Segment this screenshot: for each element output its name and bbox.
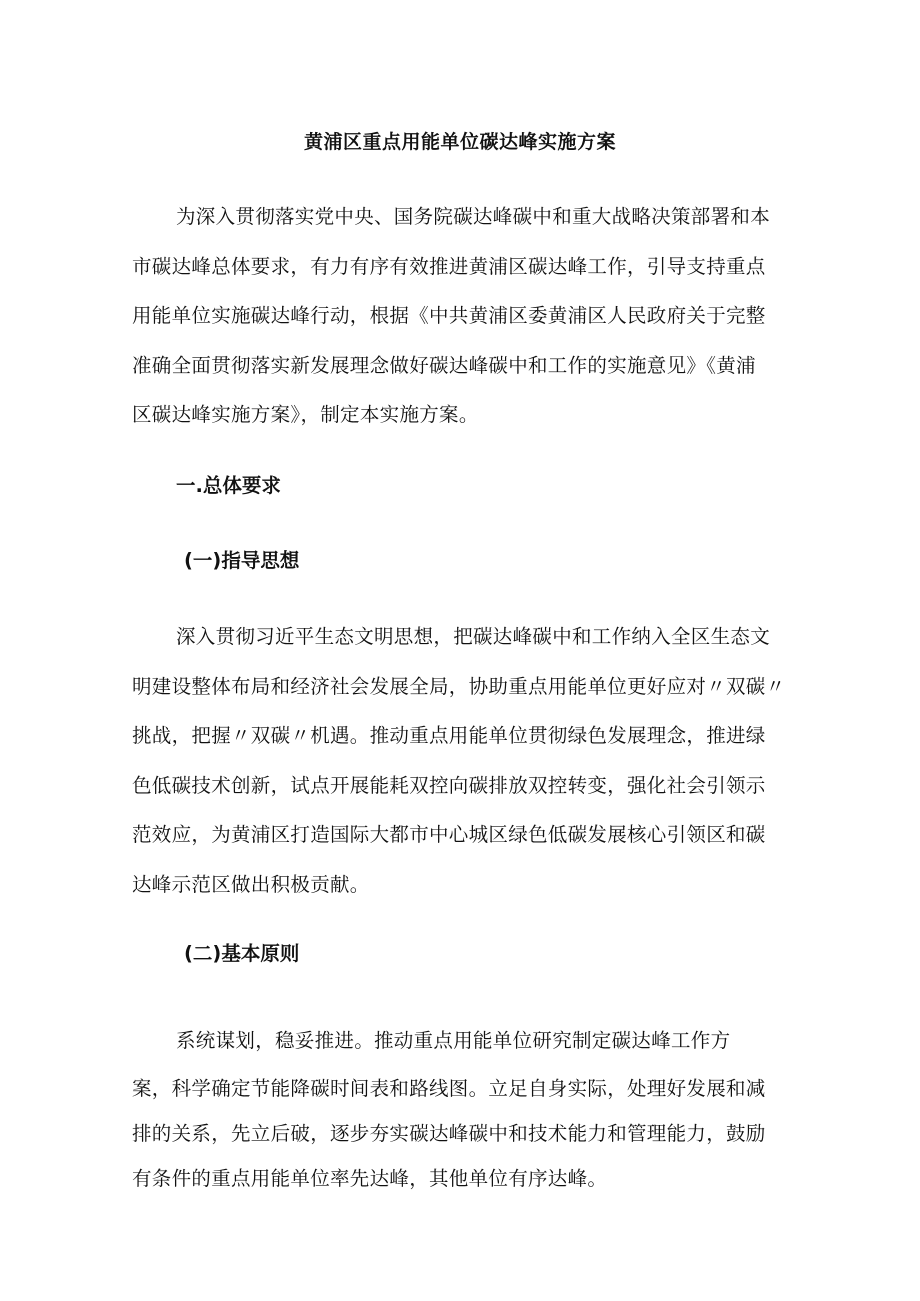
principles-first-line (132, 1016, 792, 1066)
paragraph-line: 系统谋划，稳妥推进。推动重点用能单位研究制定碳达峰工作方 (176, 1029, 731, 1052)
paragraph-line: 准确全面贯彻落实新发展理念做好碳达峰碳中和工作的实施意见》《黄浦 (132, 353, 756, 377)
paragraph-line: 色低碳技术创新，试点开展能耗双控向碳排放双控转变，强化社会引领示 (132, 773, 766, 797)
paragraph-line: 达峰示范区做出积极贡献。 (132, 872, 370, 896)
subsection-heading: (一)指导思想 (184, 549, 300, 572)
intro-paragraph (132, 192, 792, 440)
paragraph-line: 案，科学确定节能降碳时间表和路线图。立足自身实际，处理好发展和减 (132, 1077, 766, 1100)
guiding-thought-paragraph (132, 612, 792, 909)
paragraph-line: 范效应，为黄浦区打造国际大都市中心城区绿色低碳发展核心引领区和碳 (132, 823, 766, 846)
paragraph-line: 排的关系，先立后破，逐步夯实碳达峰碳中和技术能力和管理能力，鼓励 (132, 1122, 766, 1145)
paragraph-line: 为深入贯彻落实党中央、国务院碳达峰碳中和重大战略决策部署和本 (176, 205, 771, 228)
paragraph-line: 区碳达峰实施方案》，制定本实施方案。 (132, 403, 479, 426)
subsection-heading: (二)基本原则 (184, 942, 300, 965)
paragraph-line: 明建设整体布局和经济社会发展全局，协助重点用能单位更好应对〃双碳〃 (132, 674, 786, 698)
principles-paragraph (132, 1066, 792, 1201)
paragraph-line: 市碳达峰总体要求，有力有序有效推进黄浦区碳达峰工作，引导支持重点 (132, 254, 766, 278)
document-title: 黄浦区重点用能单位碳达峰实施方案 (303, 131, 616, 153)
section-heading: 一.总体要求 (176, 474, 281, 497)
paragraph-line: 深入贯彻习近平生态文明思想，把碳达峰碳中和工作纳入全区生态文 (176, 625, 771, 648)
paragraph-line: 用能单位实施碳达峰行动，根据《中共黄浦区委黄浦区人民政府关于完整 (132, 304, 766, 327)
paragraph-line: 有条件的重点用能单位率先达峰，其他单位有序达峰。 (132, 1167, 608, 1190)
paragraph-line: 挑战，把握〃双碳〃机遇。推动重点用能单位贯彻绿色发展理念，推进绿 (132, 724, 766, 747)
